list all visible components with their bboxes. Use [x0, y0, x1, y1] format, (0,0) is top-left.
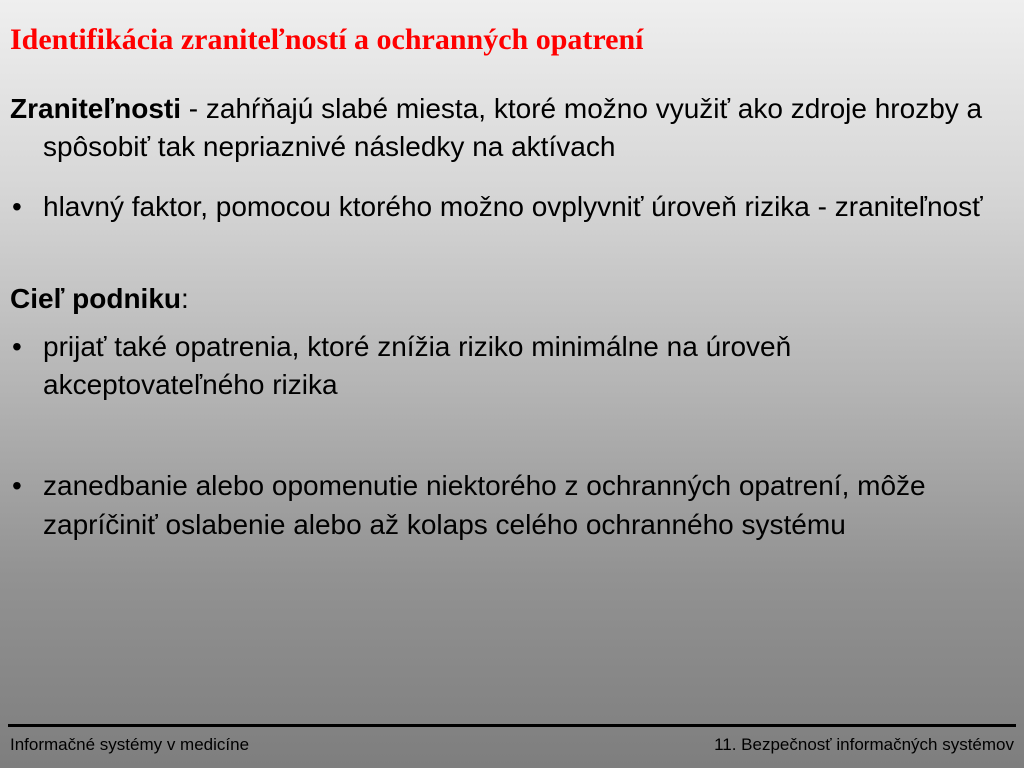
- goal-colon: :: [181, 283, 189, 314]
- footer-course-name: Informačné systémy v medicíne: [10, 735, 250, 754]
- vulnerabilities-term: Zraniteľnosti: [10, 93, 182, 124]
- bullet-text: hlavný faktor, pomocou ktorého možno ovplyvniť úroveň rizika - zraniteľnosť: [43, 191, 983, 222]
- slide-title: Identifikácia zraniteľností a ochranných opatrení: [10, 23, 644, 56]
- bullet-icon: •: [12, 331, 22, 362]
- bullet-icon: •: [12, 470, 22, 501]
- bullet-icon: •: [12, 191, 22, 222]
- bullet-text: zanedbanie alebo opomenutie niektorého z ochranných opatrení, môže zapríčiniť oslabenie alebo až kolaps celého ochranného systému: [43, 470, 926, 540]
- vulnerabilities-definition: [10, 90, 1014, 166]
- bullet-text: prijať také opatrenia, ktoré znížia riziko minimálne na úroveň akceptovateľného rizika: [43, 331, 792, 400]
- bullet-item-neglect: [10, 466, 1014, 544]
- goal-term: Cieľ podniku: [10, 283, 182, 314]
- bullet-item-main-factor: [10, 188, 1014, 226]
- slide-content: [10, 90, 1014, 544]
- footer-divider: [8, 724, 1016, 727]
- vulnerabilities-definition-text: - zahŕňajú slabé miesta, ktoré možno využiť ako zdroje hrozby a spôsobiť tak nepriaznivé následky na aktívach: [43, 93, 983, 162]
- bullet-item-accept-measures: [10, 328, 1014, 404]
- goal-heading: [10, 280, 1014, 318]
- footer-lecture-title: 11. Bezpečnosť informačných systémov: [714, 735, 1014, 754]
